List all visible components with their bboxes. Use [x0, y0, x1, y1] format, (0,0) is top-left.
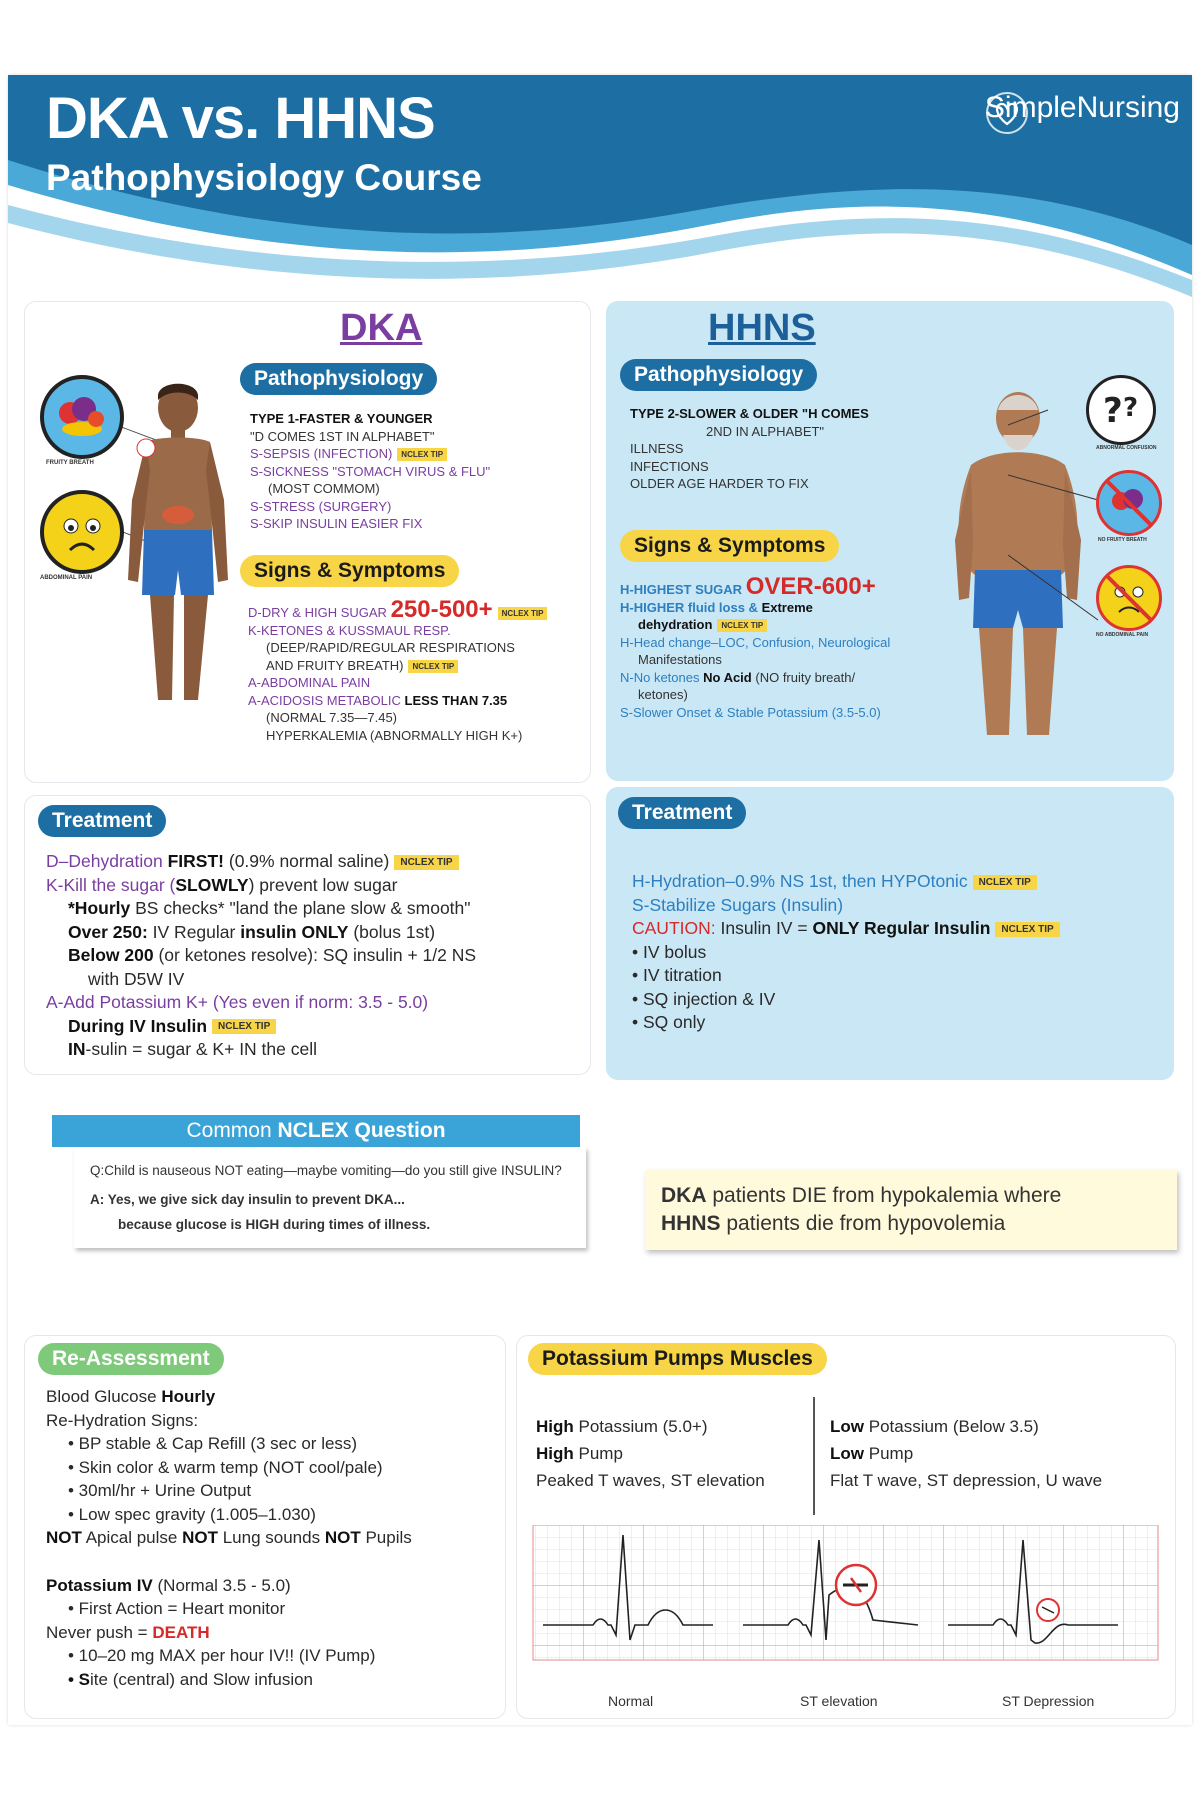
nclex-answer-1: A: Yes, we give sick day insulin to prevent DKA... — [90, 1192, 405, 1207]
svg-text:?: ? — [1123, 393, 1139, 423]
page-subtitle: Pathophysiology Course — [46, 157, 482, 198]
potassium-pill: Potassium Pumps Muscles — [528, 1343, 827, 1375]
brand-logo — [985, 91, 1180, 125]
hhns-icon-label-abdominal: NO ABDOMINAL PAIN — [1096, 632, 1149, 638]
heart-logo-icon — [985, 91, 1029, 135]
hhns-icon-label-fruity: NO FRUITY BREATH — [1098, 537, 1147, 543]
nclex-question-header: Common NCLEX Question — [52, 1115, 580, 1147]
brand-name: SimpleNursing — [984, 91, 1180, 124]
high-potassium-text: High Potassium (5.0+) High Pump Peaked T waves, ST elevation — [536, 1417, 765, 1490]
hypokalemia-callout: DKA patients DIE from hypokalemia where HHNS patients die from hypovolemia — [645, 1170, 1177, 1250]
low-potassium-text: Low Potassium (Below 3.5) Low Pump Flat T wave, ST depression, U wave — [830, 1417, 1103, 1490]
hhns-signs-text: H-HIGHEST SUGAR OVER-600+ H-HIGHER fluid loss & Extreme dehydration NCLEX TIP H-Head change–LOC, Confusion, Neurological Manifestations N-No ketones No Acid (NO fruity breath/ ketones) S-Slower Onset & Stable Potassium (3.5-5.0) — [620, 573, 891, 720]
hhns-treatment-pill: Treatment — [618, 797, 746, 829]
svg-text:?: ? — [1103, 391, 1123, 431]
hhns-over-label: OVER-600+ — [745, 573, 876, 600]
abdominal-pain-icon — [40, 490, 124, 574]
dka-patho-pill: Pathophysiology — [240, 363, 437, 395]
hhns-icon-label-confusion: ABNORMAL CONFUSION — [1096, 445, 1157, 451]
dka-patho-text: TYPE 1-FASTER & YOUNGER "D COMES 1ST IN ALPHABET" S-SEPSIS (INFECTION) NCLEX TIP S-SICKNESS "STOMACH VIRUS & FLU" (MOST COMMOM) S-STRESS (SURGERY) S-SKIP INSULIN EASIER FIX — [250, 411, 491, 531]
page-title: DKA vs. HHNS — [46, 86, 435, 151]
hhns-heading: HHNS — [708, 307, 816, 349]
nclex-question-body — [74, 1147, 586, 1248]
ecg-label-st-depression: ST Depression — [1002, 1693, 1095, 1709]
ecg-label-normal: Normal — [608, 1693, 654, 1709]
no-abdominal-pain-icon — [1096, 565, 1162, 631]
ecg-strip — [523, 1525, 1163, 1690]
dka-icon-label-fruity: FRUITY BREATH — [46, 460, 94, 466]
nclex-question: Q:Child is nauseous NOT eating—maybe vomiting—do you still give INSULIN? — [90, 1163, 562, 1178]
infographic-sheet — [8, 75, 1192, 1725]
reassessment-text: Blood Glucose Hourly Re-Hydration Signs: • BP stable & Cap Refill (3 sec or less) • Skin color & warm temp (NOT cool/pale) • 30ml/hr + Urine Output • Low spec gravity (1.005–1.030) NOT Apical pulse NOT Lung sounds NOT Pupils Potassium IV (Normal 3.5 - 5.0) • First Action = Heart monitor Never push = DEATH • 10–20 mg MAX per hour IV!! (IV Pump) • Site (central) and Slow infusion — [46, 1387, 412, 1689]
no-fruity-breath-icon — [1096, 470, 1162, 536]
dka-signs-text: D-DRY & HIGH SUGAR 250-500+ NCLEX TIP K-KETONES & KUSSMAUL RESP. (DEEP/RAPID/REGULAR RESPIRATIONS AND FRUITY BREATH) NCLEX TIP A-ABDOMINAL PAIN A-ACIDOSIS METABOLIC LESS THAN 7.35 (NORMAL 7.35—7.45) HYPERKALEMIA (ABNORMALLY HIGH K+) — [248, 601, 547, 744]
ecg-label-st-elevation: ST elevation — [800, 1693, 878, 1709]
fruity-breath-icon — [40, 375, 124, 459]
hhns-patho-pill: Pathophysiology — [620, 359, 817, 391]
dka-signs-pill: Signs & Symptoms — [240, 555, 459, 587]
nclex-question-box — [52, 1115, 580, 1248]
hhns-patho-text: TYPE 2-SLOWER & OLDER "H COMES 2ND IN ALPHABET" ILLNESS INFECTIONS OLDER AGE HARDER TO FIX — [630, 406, 869, 491]
potassium-divider — [813, 1397, 815, 1515]
dka-sugar-range: 250-500+ — [390, 596, 493, 623]
reassessment-pill: Re-Assessment — [38, 1343, 224, 1375]
dka-treatment-text: D–Dehydration FIRST! (0.9% normal saline) NCLEX TIP K-Kill the sugar (SLOWLY) prevent low sugar *Hourly BS checks* "land the plane slow & smooth" Over 250: IV Regular insulin ONLY (bolus 1st) Below 200 (or ketones resolve): SQ insulin + 1/2 NS with D5W IV A-Add Potassium K+ (Yes even if norm: 3.5 - 5.0) During IV Insulin NCLEX TIP IN-sulin = sugar & K+ IN the cell — [46, 851, 477, 1059]
header-banner — [8, 75, 1192, 305]
dka-heading: DKA — [340, 307, 423, 349]
dka-icon-label-abdominal: ABDOMINAL PAIN — [40, 575, 93, 581]
nclex-answer-2: because glucose is HIGH during times of illness. — [118, 1217, 431, 1232]
hhns-signs-pill: Signs & Symptoms — [620, 530, 839, 562]
dka-treatment-pill: Treatment — [38, 805, 166, 837]
confusion-icon — [1086, 375, 1156, 445]
hhns-treatment-text: H-Hydration–0.9% NS 1st, then HYPOtonic NCLEX TIP S-Stabilize Sugars (Insulin) CAUTION: Insulin IV = ONLY Regular Insulin NCLEX TIP • IV bolus • IV titration • SQ injection & IV • SQ only — [632, 870, 1060, 1035]
